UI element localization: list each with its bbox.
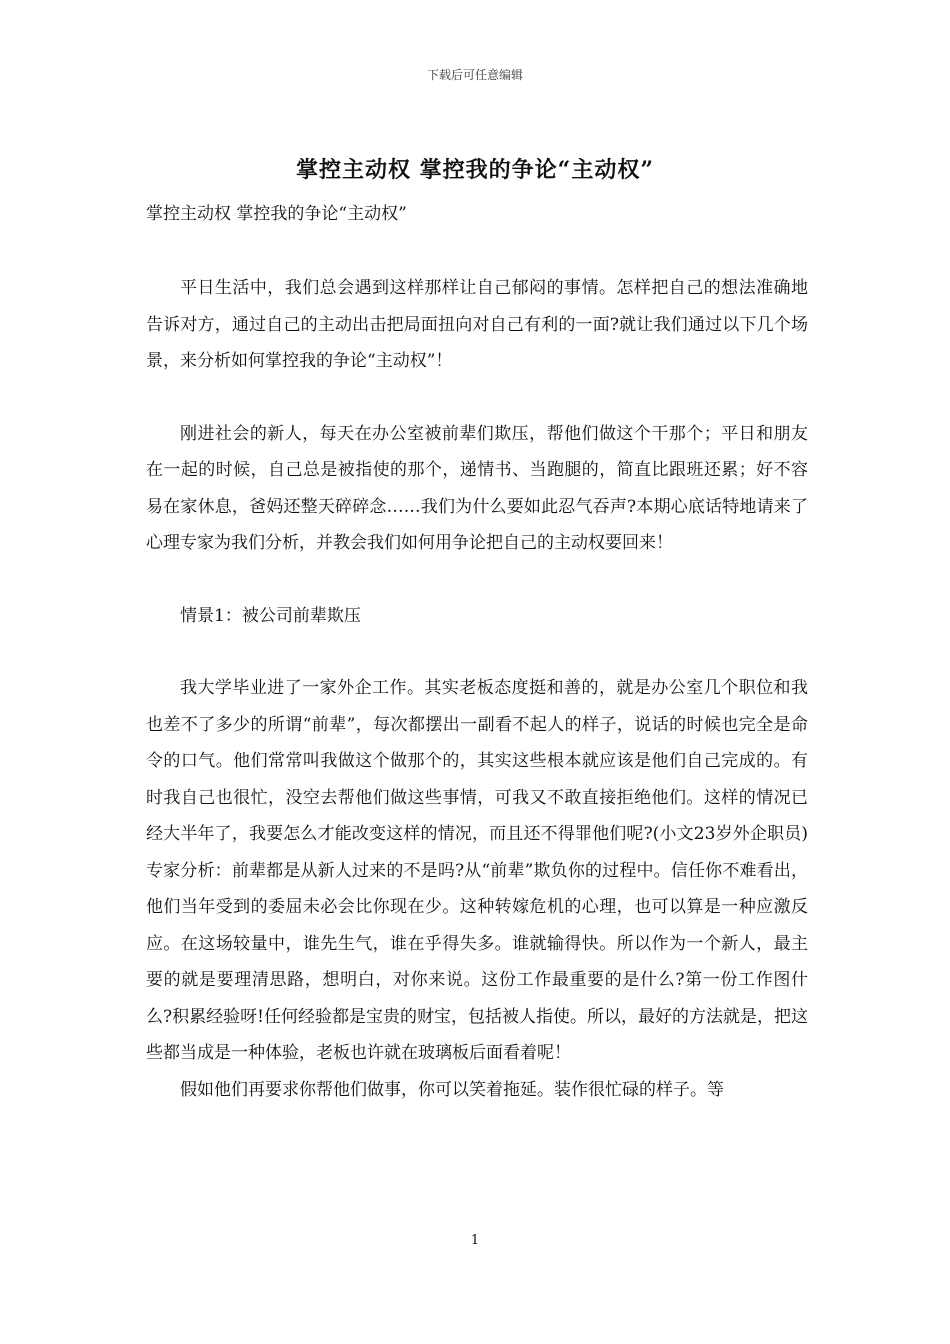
page-number: 1 [470,1233,480,1248]
paragraph-scenario-1-advice: 假如他们再要求你帮他们做事，你可以笑着拖延。装作很忙碌的样子。等 [180,1079,724,1100]
document-body [146,270,808,1108]
paragraph-scenario-1-story: 我大学毕业进了一家外企工作。其实老板态度挺和善的，就是办公室几个职位和我也差不了多少的所谓“前辈”，每次都摆出一副看不起人的样子，说话的时候也完全是命令的口气。他们常常叫我做这个做那个的，其实这些根本就应该是他们自己完成的。有时我自己也很忙，没空去帮他们做这些事情，可我又不敢直接拒绝他们。这样的情况已经大半年了，我要怎么才能改变这样的情况，而且还不得罪他们呢?(小文23岁外企职员)专家分析：前辈都是从新人过来的不是吗?从“前辈”欺负你的过程中。信任你不难看出，他们当年受到的委屈未必会比你现在少。这种转嫁危机的心理，也可以算是一种应激反应。在这场较量中，谁先生气，谁在乎得失多。谁就输得快。所以作为一个新人，最主要的就是要理清思路，想明白，对你来说。这份工作最重要的是什么?第一份工作图什么?积累经验呀!任何经验都是宝贵的财宝，包括被人指使。所以，最好的方法就是，把这些都当成是一种体验，老板也许就在玻璃板后面看着呢！ [146,678,808,1063]
paragraph-intro: 平日生活中，我们总会遇到这样那样让自己郁闷的事情。怎样把自己的想法准确地告诉对方，通过自己的主动出击把局面扭向对自己有利的一面?就让我们通过以下几个场景，来分析如何掌控我的争论“主动权”！ [146,278,808,371]
header-note: 下载后可任意编辑 [426,68,523,82]
section-heading-scenario-1: 情景1：被公司前辈欺压 [180,605,361,626]
document-title: 掌控主动权 掌控我的争论“主动权” [296,157,654,183]
paragraph-background: 刚进社会的新人，每天在办公室被前辈们欺压，帮他们做这个干那个；平日和朋友在一起的时候，自己总是被指使的那个，递情书、当跑腿的，简直比跟班还累；好不容易在家休息，爸妈还整天碎碎念……我们为什么要如此忍气吞声?本期心底话特地请来了心理专家为我们分析，并教会我们如何用争论把自己的主动权要回来！ [146,423,808,553]
document-subtitle: 掌控主动权 掌控我的争论“主动权” [146,204,407,224]
